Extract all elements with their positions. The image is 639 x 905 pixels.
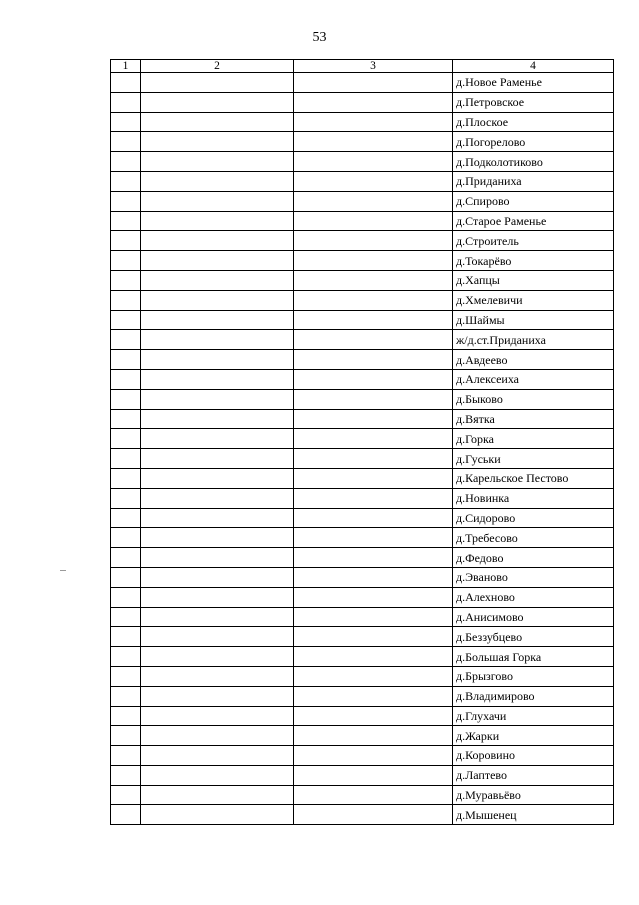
empty-cell-col2 bbox=[141, 112, 294, 132]
empty-cell-col1 bbox=[111, 607, 141, 627]
empty-cell-col1 bbox=[111, 528, 141, 548]
table-row bbox=[111, 647, 614, 667]
settlement-name-cell: д.Федово bbox=[453, 548, 614, 568]
empty-cell-col2 bbox=[141, 805, 294, 825]
settlement-name-cell: д.Быково bbox=[453, 389, 614, 409]
empty-cell-col2 bbox=[141, 132, 294, 152]
empty-cell-col2 bbox=[141, 627, 294, 647]
table-row bbox=[111, 191, 614, 211]
empty-cell-col1 bbox=[111, 666, 141, 686]
empty-cell-col2 bbox=[141, 350, 294, 370]
settlement-name-cell: д.Сидорово bbox=[453, 508, 614, 528]
empty-cell-col1 bbox=[111, 805, 141, 825]
empty-cell-col3 bbox=[294, 647, 453, 667]
table-row bbox=[111, 369, 614, 389]
table-row bbox=[111, 251, 614, 271]
table-row bbox=[111, 389, 614, 409]
table-row bbox=[111, 765, 614, 785]
empty-cell-col1 bbox=[111, 132, 141, 152]
page-number: 53 bbox=[312, 30, 327, 45]
table-row bbox=[111, 528, 614, 548]
empty-cell-col2 bbox=[141, 389, 294, 409]
settlement-name-cell: д.Плоское bbox=[453, 112, 614, 132]
empty-cell-col3 bbox=[294, 389, 453, 409]
empty-cell-col3 bbox=[294, 805, 453, 825]
empty-cell-col1 bbox=[111, 686, 141, 706]
empty-cell-col2 bbox=[141, 330, 294, 350]
empty-cell-col1 bbox=[111, 587, 141, 607]
settlement-name-cell: д.Муравьёво bbox=[453, 785, 614, 805]
empty-cell-col3 bbox=[294, 191, 453, 211]
empty-cell-col1 bbox=[111, 310, 141, 330]
settlement-name-cell: д.Эваново bbox=[453, 567, 614, 587]
empty-cell-col1 bbox=[111, 785, 141, 805]
table-row bbox=[111, 132, 614, 152]
settlement-name-cell: д.Токарёво bbox=[453, 251, 614, 271]
empty-cell-col2 bbox=[141, 171, 294, 191]
empty-cell-col3 bbox=[294, 449, 453, 469]
settlement-name-cell: д.Беззубцево bbox=[453, 627, 614, 647]
table-row bbox=[111, 152, 614, 172]
empty-cell-col3 bbox=[294, 409, 453, 429]
empty-cell-col2 bbox=[141, 310, 294, 330]
empty-cell-col1 bbox=[111, 468, 141, 488]
table-row bbox=[111, 805, 614, 825]
settlement-name-cell: д.Подколотиково bbox=[453, 152, 614, 172]
table-row bbox=[111, 409, 614, 429]
empty-cell-col2 bbox=[141, 726, 294, 746]
empty-cell-col1 bbox=[111, 112, 141, 132]
empty-cell-col2 bbox=[141, 152, 294, 172]
settlement-name-cell: д.Коровино bbox=[453, 746, 614, 766]
empty-cell-col3 bbox=[294, 488, 453, 508]
table-row bbox=[111, 508, 614, 528]
empty-cell-col2 bbox=[141, 706, 294, 726]
settlement-name-cell: д.Глухачи bbox=[453, 706, 614, 726]
table-row bbox=[111, 231, 614, 251]
empty-cell-col1 bbox=[111, 765, 141, 785]
empty-cell-col2 bbox=[141, 607, 294, 627]
settlement-name-cell: д.Приданиха bbox=[453, 171, 614, 191]
column-header-2: 2 bbox=[141, 60, 294, 73]
table-row bbox=[111, 627, 614, 647]
empty-cell-col1 bbox=[111, 389, 141, 409]
empty-cell-col2 bbox=[141, 785, 294, 805]
empty-cell-col2 bbox=[141, 73, 294, 93]
empty-cell-col2 bbox=[141, 270, 294, 290]
empty-cell-col2 bbox=[141, 290, 294, 310]
table-row bbox=[111, 449, 614, 469]
empty-cell-col1 bbox=[111, 92, 141, 112]
settlement-name-cell: д.Строитель bbox=[453, 231, 614, 251]
empty-cell-col3 bbox=[294, 528, 453, 548]
empty-cell-col3 bbox=[294, 706, 453, 726]
empty-cell-col3 bbox=[294, 548, 453, 568]
empty-cell-col3 bbox=[294, 369, 453, 389]
empty-cell-col3 bbox=[294, 152, 453, 172]
empty-cell-col2 bbox=[141, 488, 294, 508]
empty-cell-col2 bbox=[141, 508, 294, 528]
empty-cell-col1 bbox=[111, 627, 141, 647]
empty-cell-col3 bbox=[294, 587, 453, 607]
table-row bbox=[111, 211, 614, 231]
empty-cell-col1 bbox=[111, 211, 141, 231]
empty-cell-col2 bbox=[141, 587, 294, 607]
empty-cell-col1 bbox=[111, 567, 141, 587]
column-header-4: 4 bbox=[453, 60, 614, 73]
table-row bbox=[111, 330, 614, 350]
table-row bbox=[111, 587, 614, 607]
empty-cell-col2 bbox=[141, 468, 294, 488]
settlement-name-cell: д.Анисимово bbox=[453, 607, 614, 627]
empty-cell-col1 bbox=[111, 746, 141, 766]
settlement-name-cell: д.Гуськи bbox=[453, 449, 614, 469]
empty-cell-col3 bbox=[294, 132, 453, 152]
empty-cell-col3 bbox=[294, 270, 453, 290]
empty-cell-col3 bbox=[294, 231, 453, 251]
settlement-name-cell: д.Мышенец bbox=[453, 805, 614, 825]
empty-cell-col3 bbox=[294, 112, 453, 132]
empty-cell-col3 bbox=[294, 508, 453, 528]
empty-cell-col1 bbox=[111, 290, 141, 310]
settlement-name-cell: д.Хапцы bbox=[453, 270, 614, 290]
table-row bbox=[111, 785, 614, 805]
empty-cell-col1 bbox=[111, 409, 141, 429]
empty-cell-col1 bbox=[111, 191, 141, 211]
settlement-name-cell: д.Требесово bbox=[453, 528, 614, 548]
table-row bbox=[111, 350, 614, 370]
table-row bbox=[111, 706, 614, 726]
table-row bbox=[111, 548, 614, 568]
empty-cell-col2 bbox=[141, 251, 294, 271]
table-row bbox=[111, 171, 614, 191]
settlement-name-cell: д.Новое Раменье bbox=[453, 73, 614, 93]
empty-cell-col2 bbox=[141, 686, 294, 706]
table-row bbox=[111, 290, 614, 310]
empty-cell-col3 bbox=[294, 171, 453, 191]
empty-cell-col2 bbox=[141, 92, 294, 112]
table-row bbox=[111, 567, 614, 587]
table-header-row bbox=[111, 60, 614, 73]
settlement-name-cell: д.Вятка bbox=[453, 409, 614, 429]
settlement-name-cell: д.Погорелово bbox=[453, 132, 614, 152]
column-header-3: 3 bbox=[294, 60, 453, 73]
empty-cell-col3 bbox=[294, 746, 453, 766]
empty-cell-col3 bbox=[294, 251, 453, 271]
empty-cell-col2 bbox=[141, 666, 294, 686]
empty-cell-col3 bbox=[294, 211, 453, 231]
empty-cell-col2 bbox=[141, 548, 294, 568]
settlement-name-cell: ж/д.ст.Приданиха bbox=[453, 330, 614, 350]
settlement-name-cell: д.Алексеиха bbox=[453, 369, 614, 389]
empty-cell-col1 bbox=[111, 350, 141, 370]
table-row bbox=[111, 112, 614, 132]
empty-cell-col2 bbox=[141, 369, 294, 389]
empty-cell-col3 bbox=[294, 726, 453, 746]
empty-cell-col1 bbox=[111, 330, 141, 350]
settlement-name-cell: д.Хмелевичи bbox=[453, 290, 614, 310]
empty-cell-col1 bbox=[111, 449, 141, 469]
empty-cell-col3 bbox=[294, 765, 453, 785]
empty-cell-col3 bbox=[294, 785, 453, 805]
empty-cell-col1 bbox=[111, 171, 141, 191]
empty-cell-col1 bbox=[111, 647, 141, 667]
empty-cell-col2 bbox=[141, 449, 294, 469]
empty-cell-col2 bbox=[141, 231, 294, 251]
settlement-name-cell: д.Лаптево bbox=[453, 765, 614, 785]
empty-cell-col1 bbox=[111, 548, 141, 568]
empty-cell-col1 bbox=[111, 488, 141, 508]
empty-cell-col3 bbox=[294, 92, 453, 112]
settlement-name-cell: д.Спирово bbox=[453, 191, 614, 211]
empty-cell-col2 bbox=[141, 211, 294, 231]
table-row bbox=[111, 270, 614, 290]
empty-cell-col1 bbox=[111, 270, 141, 290]
empty-cell-col3 bbox=[294, 468, 453, 488]
empty-cell-col1 bbox=[111, 152, 141, 172]
empty-cell-col2 bbox=[141, 765, 294, 785]
settlement-name-cell: д.Горка bbox=[453, 429, 614, 449]
settlement-name-cell: д.Владимирово bbox=[453, 686, 614, 706]
empty-cell-col3 bbox=[294, 350, 453, 370]
empty-cell-col3 bbox=[294, 627, 453, 647]
margin-mark bbox=[60, 570, 66, 571]
empty-cell-col2 bbox=[141, 647, 294, 667]
empty-cell-col1 bbox=[111, 429, 141, 449]
empty-cell-col2 bbox=[141, 567, 294, 587]
settlement-name-cell: д.Новинка bbox=[453, 488, 614, 508]
empty-cell-col3 bbox=[294, 429, 453, 449]
empty-cell-col3 bbox=[294, 73, 453, 93]
empty-cell-col1 bbox=[111, 251, 141, 271]
table-row bbox=[111, 92, 614, 112]
empty-cell-col1 bbox=[111, 726, 141, 746]
empty-cell-col1 bbox=[111, 231, 141, 251]
settlement-name-cell: д.Жарки bbox=[453, 726, 614, 746]
empty-cell-col1 bbox=[111, 706, 141, 726]
table-row bbox=[111, 607, 614, 627]
settlement-name-cell: д.Петровское bbox=[453, 92, 614, 112]
empty-cell-col2 bbox=[141, 429, 294, 449]
empty-cell-col3 bbox=[294, 607, 453, 627]
settlement-name-cell: д.Авдеево bbox=[453, 350, 614, 370]
empty-cell-col1 bbox=[111, 73, 141, 93]
table-row bbox=[111, 666, 614, 686]
settlement-name-cell: д.Карельское Пестово bbox=[453, 468, 614, 488]
table-row bbox=[111, 686, 614, 706]
table-row bbox=[111, 746, 614, 766]
settlements-table bbox=[110, 59, 614, 825]
empty-cell-col2 bbox=[141, 528, 294, 548]
empty-cell-col3 bbox=[294, 290, 453, 310]
empty-cell-col3 bbox=[294, 310, 453, 330]
empty-cell-col3 bbox=[294, 567, 453, 587]
table-row bbox=[111, 310, 614, 330]
settlement-name-cell: д.Брызгово bbox=[453, 666, 614, 686]
table-row bbox=[111, 726, 614, 746]
settlement-name-cell: д.Старое Раменье bbox=[453, 211, 614, 231]
empty-cell-col2 bbox=[141, 746, 294, 766]
table-row bbox=[111, 73, 614, 93]
empty-cell-col3 bbox=[294, 666, 453, 686]
settlement-name-cell: д.Алехново bbox=[453, 587, 614, 607]
table-row bbox=[111, 429, 614, 449]
settlement-name-cell: д.Большая Горка bbox=[453, 647, 614, 667]
table-row bbox=[111, 468, 614, 488]
empty-cell-col1 bbox=[111, 369, 141, 389]
empty-cell-col3 bbox=[294, 330, 453, 350]
empty-cell-col1 bbox=[111, 508, 141, 528]
column-header-1: 1 bbox=[111, 60, 141, 73]
settlement-name-cell: д.Шаймы bbox=[453, 310, 614, 330]
empty-cell-col2 bbox=[141, 191, 294, 211]
empty-cell-col2 bbox=[141, 409, 294, 429]
table-row bbox=[111, 488, 614, 508]
empty-cell-col3 bbox=[294, 686, 453, 706]
